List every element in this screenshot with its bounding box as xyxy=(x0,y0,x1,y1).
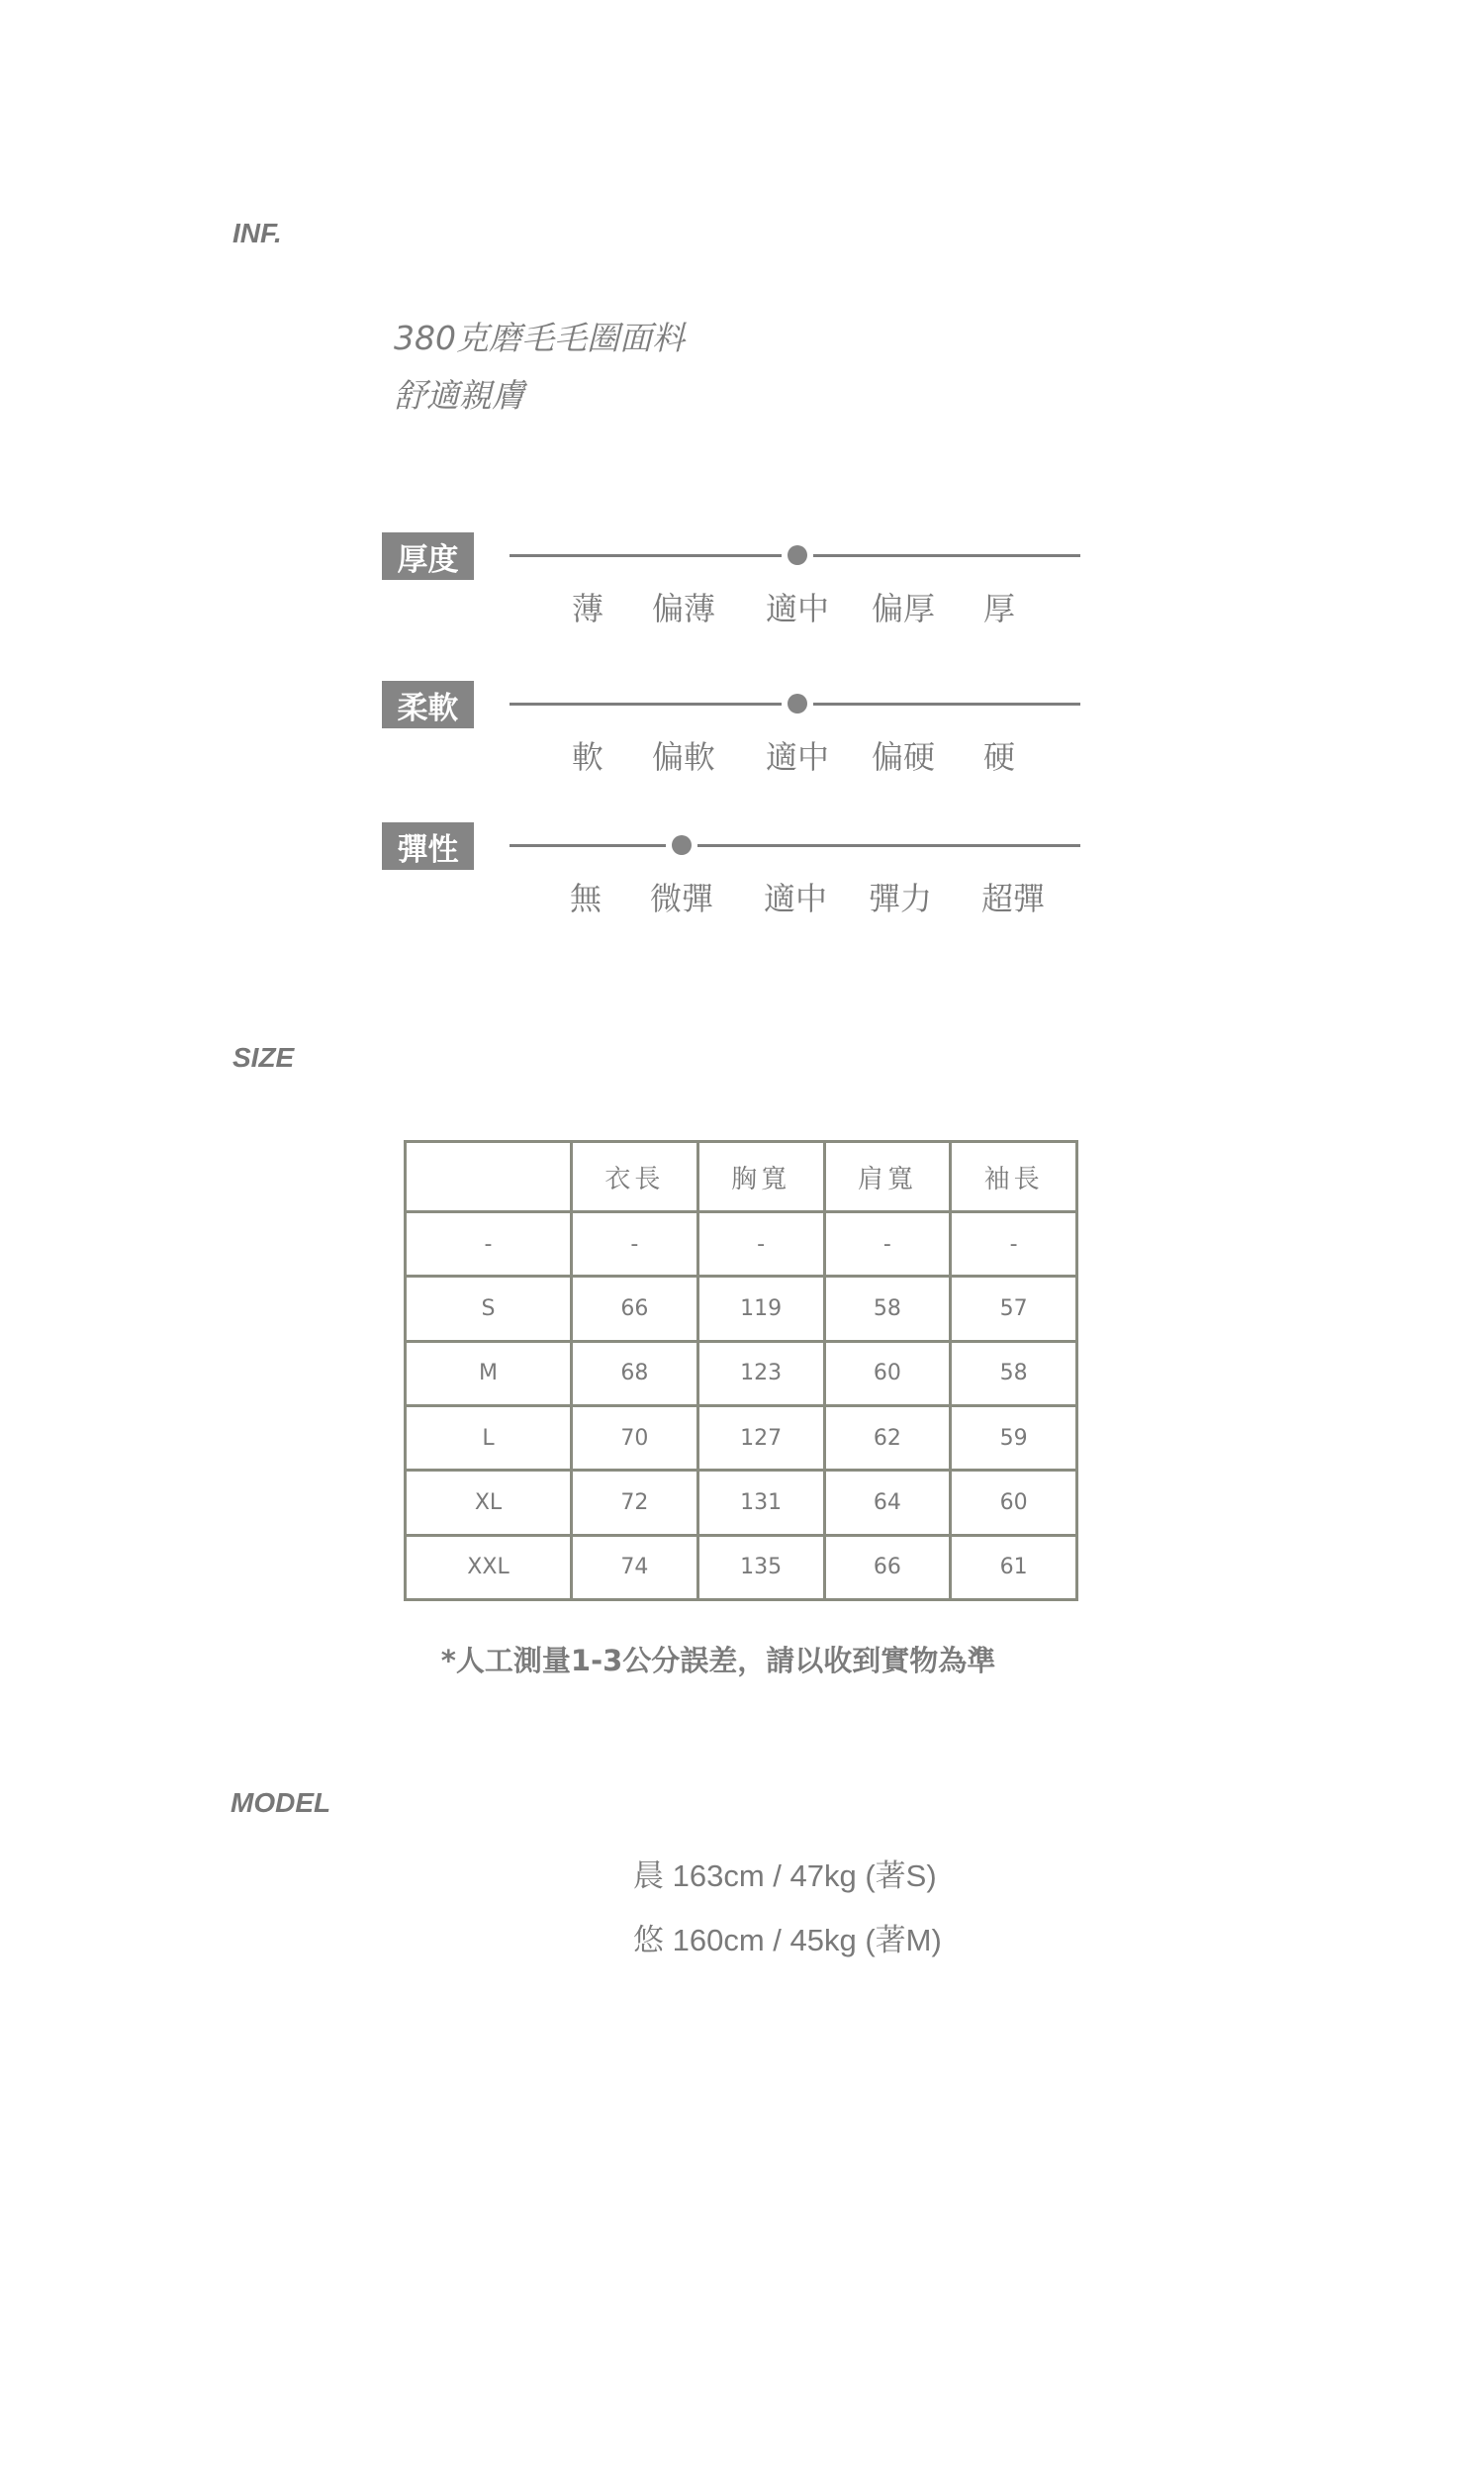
table-cell: 123 xyxy=(697,1341,824,1405)
scale-line xyxy=(510,554,782,557)
model-info: 悠 160cm / 45kg (著M) xyxy=(633,1923,942,1957)
table-cell: XXL xyxy=(406,1535,572,1599)
table-cell: S xyxy=(406,1277,572,1341)
scale-indicator-dot xyxy=(788,694,807,714)
scale-level: 適中 xyxy=(765,590,830,627)
table-header-row xyxy=(406,1142,1077,1212)
table-cell: 62 xyxy=(824,1405,951,1470)
scale-indicator-dot xyxy=(672,835,692,855)
measurement-note: *人工測量1-3公分誤差，請以收到實物為準 xyxy=(440,1644,996,1677)
table-cell: 131 xyxy=(697,1471,824,1535)
scale-level: 微彈 xyxy=(649,880,714,917)
table-cell: - xyxy=(406,1212,572,1277)
scale-level: 偏軟 xyxy=(651,738,716,776)
scale-level: 偏薄 xyxy=(651,590,716,627)
table-row xyxy=(406,1471,1077,1535)
header-cell: 衣長 xyxy=(572,1142,698,1212)
fabric-feel: 舒適親膚 xyxy=(394,376,524,415)
table-cell: 74 xyxy=(572,1535,698,1599)
model-info: 晨 163cm / 47kg (著S) xyxy=(633,1858,937,1893)
table-row xyxy=(406,1212,1077,1277)
table-cell: 68 xyxy=(572,1341,698,1405)
table-cell: - xyxy=(824,1212,951,1277)
table-cell: - xyxy=(951,1212,1077,1277)
fabric-description: 380克磨毛毛圈面料 xyxy=(394,319,685,357)
scale-level: 硬 xyxy=(982,738,1016,776)
scale-label: 厚度 xyxy=(382,532,474,580)
table-cell: 61 xyxy=(951,1535,1077,1599)
scale-level: 超彈 xyxy=(980,880,1046,917)
table-cell: 70 xyxy=(572,1405,698,1470)
table-cell: - xyxy=(572,1212,698,1277)
size-table xyxy=(404,1140,1078,1601)
scale-level: 偏厚 xyxy=(871,590,936,627)
scale-level: 適中 xyxy=(763,880,828,917)
scale-indicator-dot xyxy=(788,545,807,565)
table-cell: 60 xyxy=(951,1471,1077,1535)
header-cell: 胸寬 xyxy=(697,1142,824,1212)
section-title-model: MODEL xyxy=(231,1787,331,1818)
section-title-inf: INF. xyxy=(232,218,282,248)
scale-line xyxy=(510,703,782,706)
header-cell: 袖長 xyxy=(951,1142,1077,1212)
scale-level: 厚 xyxy=(982,590,1016,627)
table-cell: 58 xyxy=(824,1277,951,1341)
header-cell: 肩寬 xyxy=(824,1142,951,1212)
table-cell: XL xyxy=(406,1471,572,1535)
table-cell: 66 xyxy=(572,1277,698,1341)
scale-level: 薄 xyxy=(571,590,604,627)
scale-level: 無 xyxy=(569,880,603,917)
header-cell xyxy=(406,1142,572,1212)
table-cell: 60 xyxy=(824,1341,951,1405)
section-title-size: SIZE xyxy=(232,1042,295,1073)
table-cell: - xyxy=(697,1212,824,1277)
table-cell: 66 xyxy=(824,1535,951,1599)
table-cell: 64 xyxy=(824,1471,951,1535)
scale-level: 彈力 xyxy=(868,880,933,917)
table-row xyxy=(406,1341,1077,1405)
scale-level: 軟 xyxy=(571,738,604,776)
table-row xyxy=(406,1535,1077,1599)
table-cell: 119 xyxy=(697,1277,824,1341)
table-cell: 135 xyxy=(697,1535,824,1599)
scale-line xyxy=(697,844,1080,847)
scale-label: 柔軟 xyxy=(382,681,474,728)
scale-line xyxy=(813,703,1080,706)
scale-line xyxy=(813,554,1080,557)
table-cell: 72 xyxy=(572,1471,698,1535)
table-cell: M xyxy=(406,1341,572,1405)
table-cell: 57 xyxy=(951,1277,1077,1341)
table-row xyxy=(406,1277,1077,1341)
scale-line xyxy=(510,844,666,847)
table-cell: 127 xyxy=(697,1405,824,1470)
table-cell: 58 xyxy=(951,1341,1077,1405)
table-cell: 59 xyxy=(951,1405,1077,1470)
scale-level: 偏硬 xyxy=(871,738,936,776)
scale-label: 彈性 xyxy=(382,822,474,870)
scale-level: 適中 xyxy=(765,738,830,776)
table-row xyxy=(406,1405,1077,1470)
table-cell: L xyxy=(406,1405,572,1470)
